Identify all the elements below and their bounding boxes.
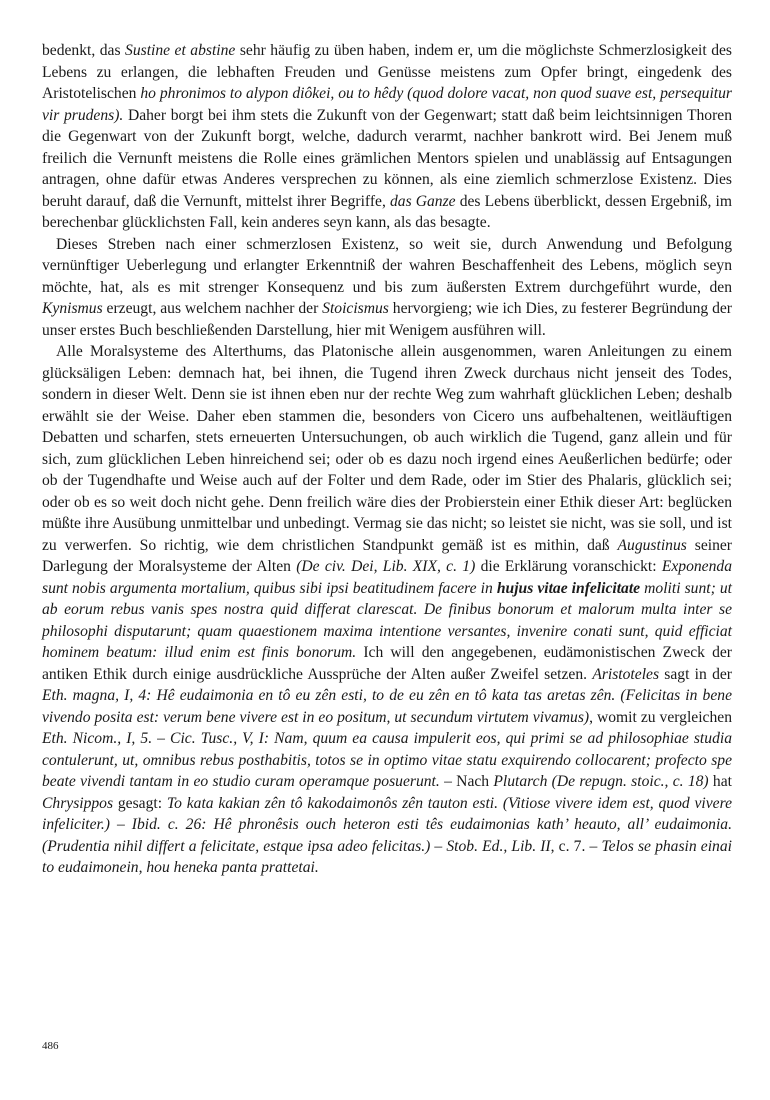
text-segment: Eth. Nicom., I, 5. – Cic. Tusc., V, I: Nam, quum ea causa impulerit eos, qui primi se ad philosophiae studia contulerunt, ut, omnibus rebus posthabitis, totos se in optimo vitae statu exquirendo collocarent; profecto spe beate vivendi tantam in eo studio curam operamque posuerunt. [42, 730, 732, 790]
text-segment: hat [708, 773, 732, 790]
text-segment: ho phronimos to alypon diôkei, ou to hêdy (quod dolore vacat, non quod suave est, persequitur vir prudens). [42, 85, 733, 124]
text-segment: sehr häufig zu üben haben, indem er, um die möglichste Schmerzlosigkeit des Lebens zu erlangen, die lebhaften Freuden und Genüsse meistens zum Opfer bringt, eingedenk des Aristotelischen [42, 42, 732, 102]
page-body [42, 40, 732, 879]
text-segment: (De civ. Dei, Lib. XIX, c. 1) [296, 558, 476, 575]
text-segment: moliti sunt; ut ab eorum rebus vanis spes nostra quid differat clarescat. De finibus bonorum et malorum multa inter se philosophi disputarunt; quam quaestionem maxima intentione versantes, invenire conati sunt, quid efficiat hominem beatum: illud enim est finis bonorum. [42, 579, 732, 661]
text-segment: Aristoteles [592, 665, 660, 683]
paragraph [42, 341, 732, 879]
text-segment: Sustine et abstine [125, 42, 236, 59]
text-segment: erzeugt, aus welchem nachher der [102, 300, 323, 317]
text-segment: Augustinus [617, 536, 687, 554]
text-segment: Eth. magna, I, 4: Hê eudaimonia en tô eu zên esti, to de eu zên en tô kata tas aretas zên. (Felicitas in bene vivendo posita est: verum bene vivere est in eo positum, ut secundum virtutem vivamus) [42, 687, 732, 726]
text-segment: Daher borgt bei ihm stets die Zukunft von der Gegenwart; statt daß beim leichtsinnigen Thoren die Gegenwart von der Zukunft borgt, welche, dadurch verarmt, nachher bankrott wird. Bei Jenem muß freilich die Vernunft meistens die Rolle eines grämlichen Mentors spielen und unablässig auf Entsagungen antragen, ohne dafür etwas Anderes versprechen zu können, als eine ziemlich schmerzlose Existenz. Dies beruht darauf, daß die Vernunft, mittelst ihrer Begriffe, [42, 106, 732, 210]
text-segment: hujus vitae infelicitate [496, 579, 641, 597]
text-segment: hervorgieng; wie ich Dies, zu festerer Begründung der unser erstes Buch beschließenden Darstellung, hier mit Wenigem ausführen will. [42, 300, 732, 339]
text-segment: Stoicismus [322, 300, 389, 317]
text-segment: Plutarch (De repugn. stoic., c. 18) [493, 773, 709, 790]
paragraph [42, 40, 732, 234]
text-segment: bedenkt, das [42, 42, 126, 59]
text-segment: sagt in der [659, 665, 732, 683]
text-segment: Dieses Streben nach einer schmerzlosen Existenz, so weit sie, durch Anwendung und Befolgung vernünftiger Ueberlegung und erlangter Erkenntniß der wahren Beschaffenheit des Lebens, möglich seyn möchte, hat, als es mit strenger Konsequenz und bis zum äußersten Extrem durchgeführt wurde, den [42, 235, 732, 296]
text-segment: des Lebens überblickt, dessen Ergebniß, im berechenbar glücklichsten Fall, kein anderes seyn kann, als das besagte. [42, 192, 732, 231]
page-number: 486 [42, 1040, 59, 1052]
text-segment: Chrysippos [42, 794, 114, 812]
text-segment: Telos se phasin einai to eudaimonein, hou heneka panta prattetai. [42, 837, 732, 876]
text-segment: Ich will den angegebenen, eudämonistischen Zweck der antiken Ethik durch einige ausdrückliche Aussprüche der Alten außer Zweifel setzen. [42, 644, 733, 683]
text-segment: Exponenda sunt nobis argumenta mortalium, quibus sibi ipsi beatitudinem facere in [42, 558, 732, 597]
text-segment: To kata kakian zên tô kakodaimonôs zên tauton esti. (Vitiose vivere idem est, quod vivere infeliciter.) – Ibid. c. 26: Hê phronêsis ouch heteron esti tês eudaimonias kath’ heauto, all’ eudaimonia. (Prudentia nihil differt a felicitate, estque ipsa adeo felicitas.) – Stob. Ed., Lib. II [42, 794, 732, 855]
text-segment: das Ganze [389, 192, 456, 210]
text-segment: gesagt: [113, 794, 167, 812]
text-segment: Kynismus [42, 300, 103, 317]
text-segment: seiner Darlegung der Moralsysteme der Alten [42, 536, 732, 575]
text-segment: die Erklärung voranschickt: [475, 558, 662, 575]
text-segment: Alle Moralsysteme des Alterthums, das Platonische allein ausgenommen, waren Anleitungen zu einem glücksäligen Leben: demnach hat, bei ihnen, die Tugend ihren Zweck durchaus nicht jenseit des Todes, sondern in dieser Welt. Denn sie ist ihnen eben nur der rechte Weg zum wahrhaft glücklichen Leben; deshalb erwählt sie der Weise. Daher eben stammen die, besonders von Cicero uns aufbehaltenen, weitläuftigen Debatten und scharfen, stets erneuerten Untersuchungen, ob auch wirklich die Tugend, ganz allein und für sich, zum glücklichen Leben hinreichend sei; oder ob es dazu noch irgend eines Aeußerlichen bedürfe; oder ob der Tugendhafte und Weise auch auf der Folter und dem Rade, oder im Stier des Phalaris, glücklich sei; oder ob es so weit doch nicht gehe. Denn freilich wäre dies der Probierstein einer Ethik dieser Art: beglücken müßte ihre Ausübung unmittelbar und unbedingt. Vermag sie das nicht; so leistet sie nicht, was sie soll, und ist zu verwerfen. So richtig, wie dem christlichen Standpunkt gemäß ist es mithin, daß [42, 343, 732, 554]
text-segment: , womit zu vergleichen [589, 708, 732, 726]
paragraph [42, 234, 732, 342]
text-segment: – Nach [439, 773, 494, 790]
text-segment: , c. 7. – [550, 837, 602, 855]
